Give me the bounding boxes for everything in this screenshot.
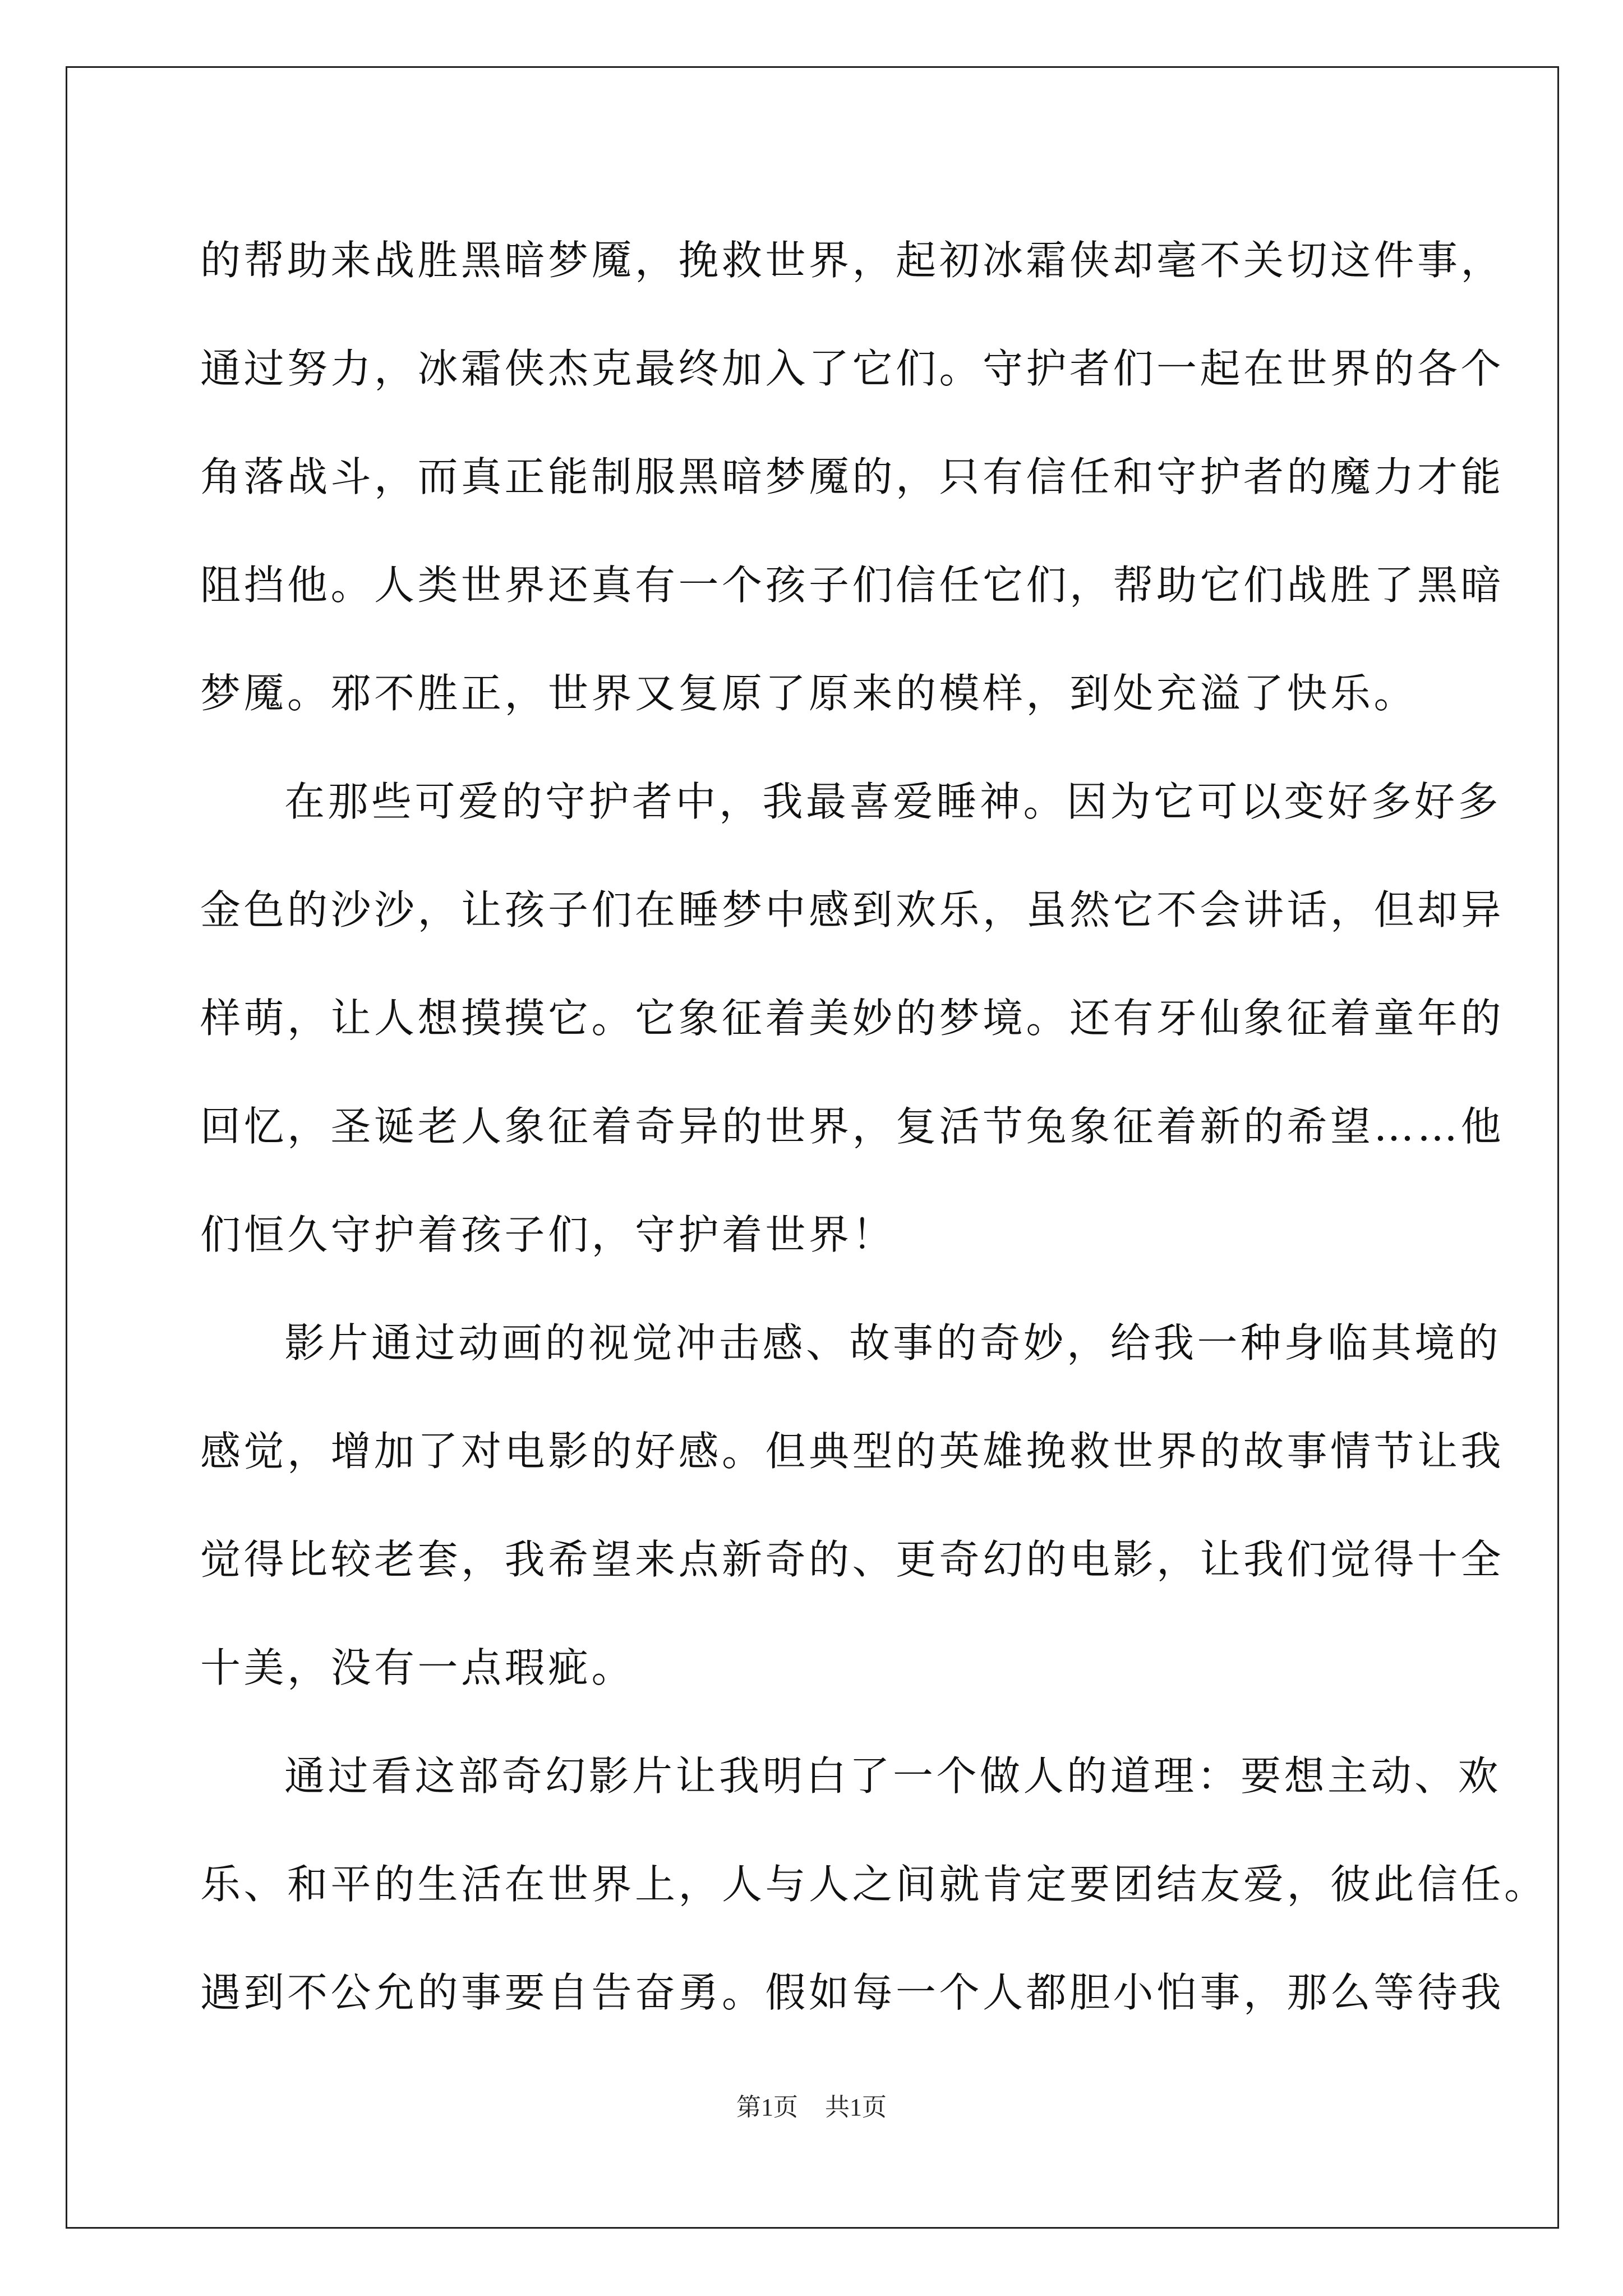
paragraph-first-line: 通过看这部奇幻影片让我明白了一个做人的道理：要想主动、欢 bbox=[284, 1752, 1502, 1800]
text-line: 遇到不公允的事要自告奋勇。假如每一个人都胆小怕事，那么等待我 bbox=[200, 1969, 1505, 2016]
text-line: 样萌，让人想摸摸它。它象征着美妙的梦境。还有牙仙象征着童年的 bbox=[200, 995, 1505, 1042]
paragraph-first-line: 在那些可爱的守护者中，我最喜爱睡神。因为它可以变好多好多 bbox=[284, 778, 1502, 825]
text-line: 十美，没有一点瑕疵。 bbox=[200, 1644, 635, 1691]
text-line: 回忆，圣诞老人象征着奇异的世界，复活节兔象征着新的希望……他 bbox=[200, 1103, 1505, 1150]
text-line: 通过努力，冰霜侠杰克最终加入了它们。守护者们一起在世界的各个 bbox=[200, 345, 1505, 392]
text-line: 金色的沙沙，让孩子们在睡梦中感到欢乐，虽然它不会讲话，但却异 bbox=[200, 886, 1505, 933]
text-line: 觉得比较老套，我希望来点新奇的、更奇幻的电影，让我们觉得十全 bbox=[200, 1536, 1505, 1583]
text-line: 乐、和平的生活在世界上，人与人之间就肯定要团结友爱，彼此信任。 bbox=[200, 1861, 1548, 1908]
paragraph-first-line: 影片通过动画的视觉冲击感、故事的奇妙，给我一种身临其境的 bbox=[284, 1319, 1502, 1366]
text-line: 的帮助来战胜黑暗梦魇，挽救世界，起初冰霜侠却毫不关切这件事， bbox=[200, 237, 1505, 284]
text-line: 角落战斗，而真正能制服黑暗梦魇的，只有信任和守护者的魔力才能 bbox=[200, 453, 1505, 500]
page-footer bbox=[0, 2087, 1623, 2123]
text-line: 感觉，增加了对电影的好感。但典型的英雄挽救世界的故事情节让我 bbox=[200, 1428, 1505, 1475]
text-line: 们恒久守护着孩子们，守护着世界！ bbox=[200, 1211, 896, 1258]
page-total: 共1页 bbox=[825, 2093, 887, 2121]
document-body bbox=[200, 206, 1548, 2047]
text-line: 梦魇。邪不胜正，世界又复原了原来的模样，到处充溢了快乐。 bbox=[200, 670, 1418, 717]
page-number: 第1页 bbox=[736, 2093, 798, 2121]
text-line: 阻挡他。人类世界还真有一个孩子们信任它们，帮助它们战胜了黑暗 bbox=[200, 562, 1505, 609]
